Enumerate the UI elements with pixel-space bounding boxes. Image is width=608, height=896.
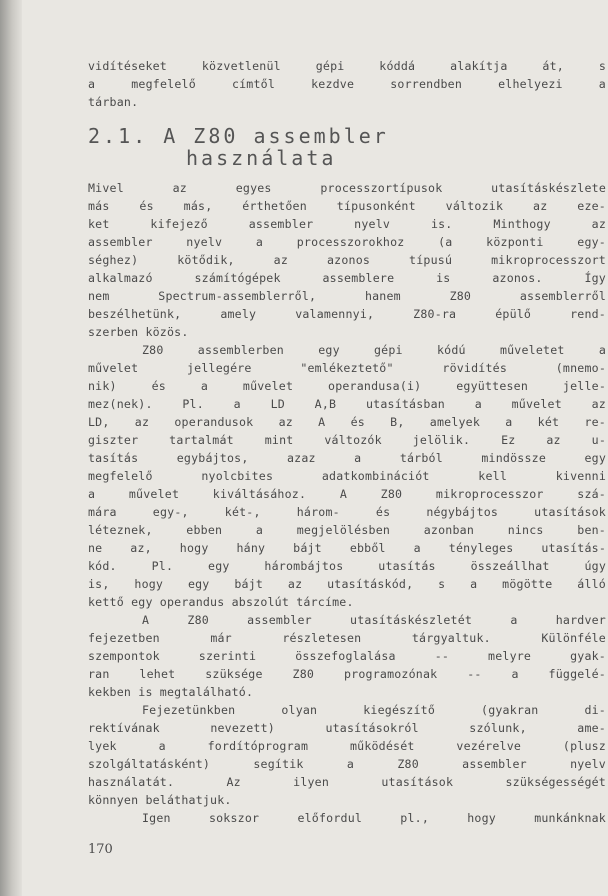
text-line: LD, az operandusok az A és B, amelyek a két re-: [88, 415, 606, 429]
text-line: ket kifejező assembler nyelv is. Minthogy az: [88, 217, 606, 231]
text-line: szolgáltatásként) segítik a Z80 assembler nyelv: [88, 757, 606, 771]
text-line: szerben közös.: [88, 325, 189, 339]
text-line: léteznek, ebben a megjelölésben azonban nincs ben-: [88, 523, 606, 537]
text-line: szempontok szerinti összefoglalása -- melyre gyak-: [88, 649, 606, 663]
text-line: kód. Pl. egy hárombájtos utasítás összeállhat úgy: [88, 559, 606, 573]
text-line: ran lehet szüksége Z80 programozónak -- a függelé-: [88, 667, 606, 681]
text-line: mára egy-, két-, három- és négybájtos utasítások: [88, 505, 606, 519]
text-line: alkalmazó számítógépek assemblere is azonos. Így: [88, 271, 606, 285]
text-line: beszélhetünk, amely valamennyi, Z80-ra épülő rend-: [88, 307, 606, 321]
text-line: tasítás egybájtos, azaz a tárból mindössze egy: [88, 451, 606, 465]
text-line: más és más, érthetően típusonként változik az eze-: [88, 199, 606, 213]
text-line: séghez) kötődik, az azonos típusú mikroprocesszort: [88, 253, 606, 267]
text-line: nik) és a művelet operandusa(i) együttesen jelle-: [88, 379, 606, 393]
text-line: Mivel az egyes processzortípusok utasításkészlete: [88, 181, 606, 195]
text-line: is, hogy egy bájt az utasításkód, s a mögötte álló: [88, 577, 606, 591]
text-line: Igen sokszor előfordul pl., hogy munkánknak: [142, 811, 606, 825]
section-heading-continued: használata: [186, 146, 337, 170]
text-line: rektívának nevezett) utasításokról szólunk, ame-: [88, 721, 606, 735]
text-line: a művelet kiváltásához. A Z80 mikroprocesszor szá-: [88, 487, 606, 501]
text-line: megfelelő nyolcbites adatkombinációt kell kivenni: [88, 469, 606, 483]
text-line: ne az, hogy hány bájt ebből a tényleges utasítás-: [88, 541, 606, 555]
page-number: 170: [88, 842, 113, 857]
text-line: kettő egy operandus abszolút tárcíme.: [88, 595, 354, 609]
text-line: fejezetben már részletesen tárgyaltuk. Különféle: [88, 631, 606, 645]
text-line: művelet jellegére "emlékeztető" rövidítés (mnemo-: [88, 361, 606, 375]
text-line: vidítéseket közvetlenül gépi kóddá alakítja át, s: [88, 59, 606, 73]
text-line: assembler nyelv a processzorokhoz (a központi egy-: [88, 235, 606, 249]
text-line: lyek a fordítóprogram működését vezérelve (plusz: [88, 739, 606, 753]
text-line: tárban.: [88, 95, 139, 109]
section-heading: 2.1. A Z80 assembler: [88, 124, 389, 148]
text-line: Fejezetünkben olyan kiegészítő (gyakran di-: [142, 703, 606, 717]
text-line: Z80 assemblerben egy gépi kódú műveletet a: [142, 343, 606, 357]
text-line: kekben is megtalálható.: [88, 685, 254, 699]
text-line: giszter tartalmát mint változók jelölik. Ez az u-: [88, 433, 606, 447]
text-line: nem Spectrum-assemblerről, hanem Z80 assemblerről: [88, 289, 606, 303]
text-line: A Z80 assembler utasításkészletét a hardver: [142, 613, 606, 627]
text-line: mez(nek). Pl. a LD A,B utasításban a művelet az: [88, 397, 606, 411]
text-line: a megfelelő címtől kezdve sorrendben elhelyezi a: [88, 77, 606, 91]
text-line: könnyen beláthatjuk.: [88, 793, 232, 807]
text-line: használatát. Az ilyen utasítások szükségességét: [88, 775, 606, 789]
